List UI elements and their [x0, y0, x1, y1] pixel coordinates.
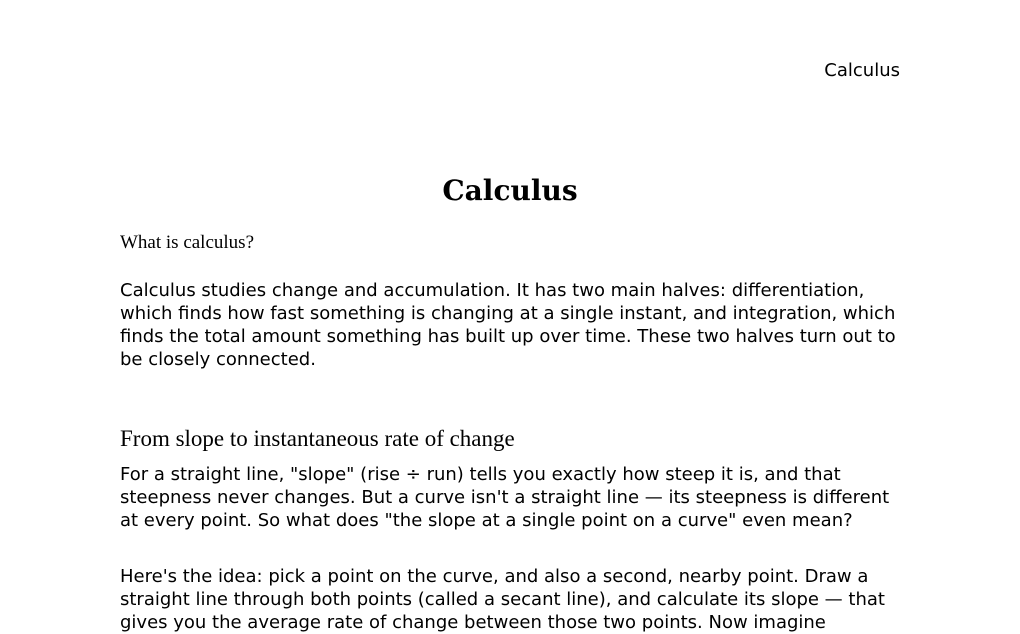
running-header: Calculus: [824, 60, 900, 81]
intro-paragraph: Calculus studies change and accumulation. It has two main halves: differentiation, which finds how fast something is changing at a single instant, and integration, which finds the total amount something has built up over time. These two halves turn out to be closely connected.: [120, 280, 896, 370]
document-subtitle: What is calculus?: [120, 232, 255, 253]
document-title: Calculus: [442, 174, 578, 207]
section-heading: From slope to instantaneous rate of change: [120, 426, 515, 451]
section-paragraph: Here's the idea: pick a point on the curve, and also a second, nearby point. Draw a straight line through both points (called a secant line), and calculate its slope — that gives you the average rate of change between those two points. Now imagine: [120, 566, 885, 633]
section-paragraph: For a straight line, "slope" (rise ÷ run) tells you exactly how steep it is, and that steepness never changes. But a curve isn't a straight line — its steepness is different at every point. So what does "the slope at a single point on a curve" even mean?: [120, 464, 890, 531]
